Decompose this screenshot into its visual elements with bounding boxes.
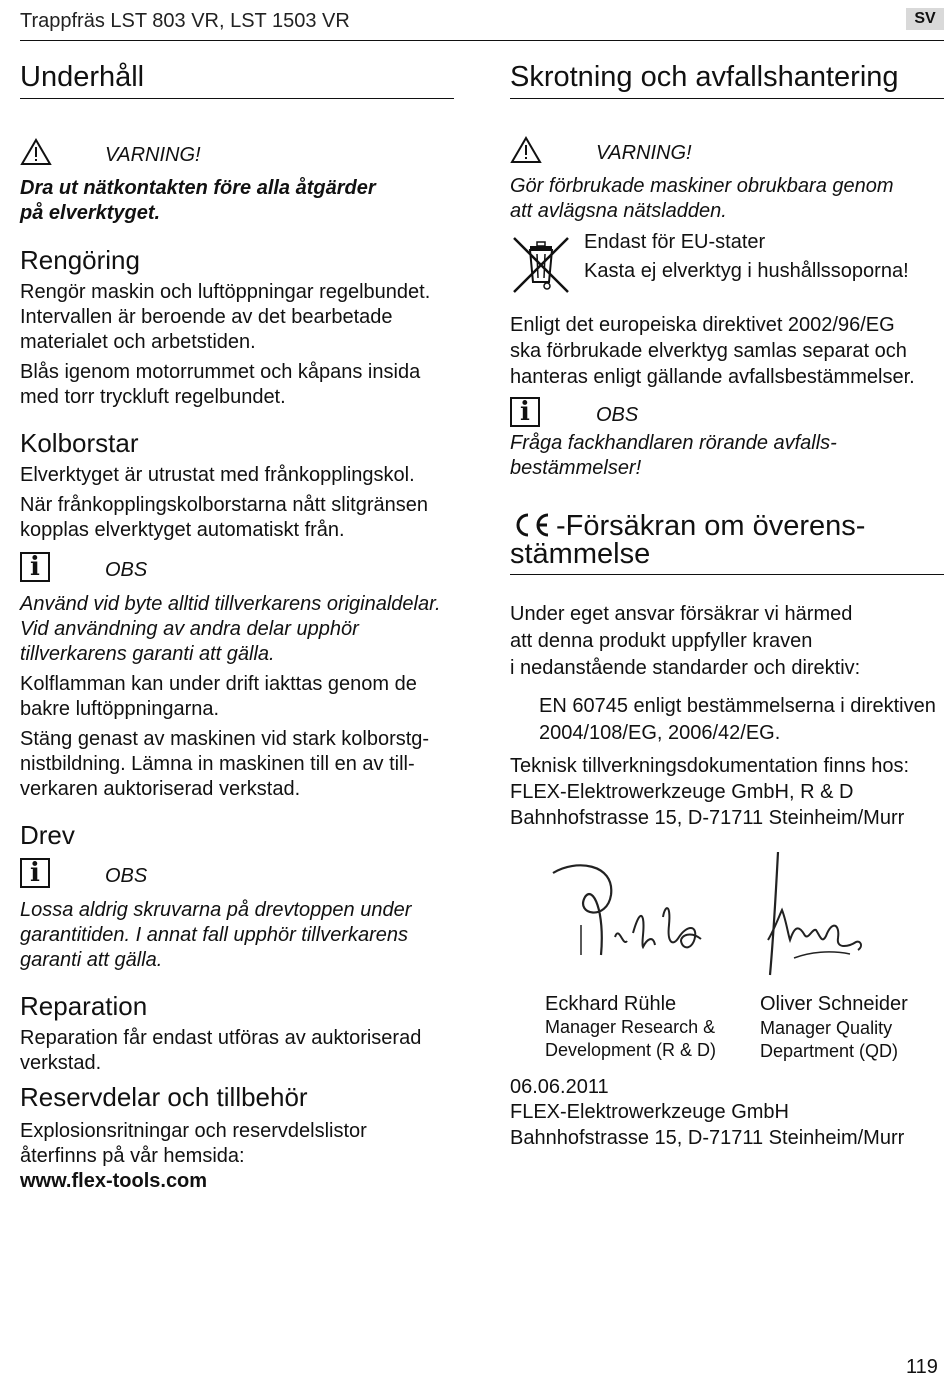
signer-role: Development (R & D) — [545, 1040, 717, 1060]
section-divider — [510, 574, 944, 575]
note-text: Lossa aldrig skruvarna på drevtoppen under — [20, 899, 412, 921]
body-text: Bahnhofstrasse 15, D-71711 Steinheim/Murr — [510, 807, 905, 829]
body-text: Under eget ansvar försäkrar vi härmed — [510, 603, 853, 625]
date: 06.06.2011 — [510, 1076, 609, 1098]
body-text: ska förbrukade elverktyg samlas separat och — [510, 340, 907, 362]
warning-icon — [20, 138, 52, 166]
document-title: Trappfräs LST 803 VR, LST 1503 VR — [20, 10, 350, 32]
subheading-brushes: Kolborstar — [20, 428, 139, 458]
conformity-heading: stämmelse — [510, 538, 651, 570]
warning-text: Dra ut nätkontakten före alla åtgärder — [20, 177, 376, 199]
obs-label: OBS — [105, 559, 148, 581]
note-text: Vid användning av andra delar upphör — [20, 618, 359, 640]
header-divider — [20, 40, 944, 41]
website-link[interactable]: www.flex-tools.com — [20, 1170, 208, 1192]
body-text: Reparation får endast utföras av auktoriserad — [20, 1027, 422, 1049]
body-text: Kolflamman kan under drift iakttas genom de — [20, 673, 417, 695]
body-text: med torr tryckluft regelbundet. — [20, 386, 286, 408]
body-text: Kasta ej elverktyg i hushållssoporna! — [584, 260, 909, 282]
body-text: materialet och arbetstiden. — [20, 331, 256, 353]
warning-text: på elverktyget. — [20, 202, 161, 224]
note-text: garantitiden. I annat fall upphör tillverkarens — [20, 924, 409, 946]
obs-label: OBS — [596, 404, 639, 426]
info-icon: i — [20, 552, 50, 582]
warning-label: VARNING! — [596, 142, 692, 164]
body-text: Enligt det europeiska direktivet 2002/96/EG — [510, 314, 895, 336]
language-badge: SV — [906, 8, 944, 30]
note-text: Använd vid byte alltid tillverkarens originaldelar. — [20, 593, 441, 615]
subheading-gear: Drev — [20, 820, 75, 850]
section-divider — [510, 98, 944, 99]
body-text: FLEX-Elektrowerkzeuge GmbH, R & D — [510, 781, 854, 803]
note-text: Fråga fackhandlaren rörande avfalls- — [510, 432, 837, 454]
conformity-heading: -Försäkran om överens- — [556, 510, 866, 542]
signer-name: Eckhard Rühle — [545, 993, 677, 1015]
page-number: 119 — [906, 1356, 938, 1378]
section-divider — [20, 98, 454, 99]
signer-role: Department (QD) — [760, 1041, 899, 1061]
note-text: tillverkarens garanti att gälla. — [20, 643, 275, 665]
body-text: återfinns på vår hemsida: — [20, 1145, 245, 1167]
signer-role: Manager Quality — [760, 1018, 893, 1038]
warning-text: att avlägsna nätsladden. — [510, 200, 727, 222]
ce-mark-icon — [510, 512, 554, 538]
signer-role: Manager Research & — [545, 1017, 716, 1037]
body-text: verkaren auktoriserad verkstad. — [20, 778, 301, 800]
company-address: Bahnhofstrasse 15, D-71711 Steinheim/Murr — [510, 1127, 905, 1149]
body-text: i nedanstående standarder och direktiv: — [510, 657, 861, 679]
info-icon: i — [510, 397, 540, 427]
body-text: nistbildning. Lämna in maskinen till en av till- — [20, 753, 415, 775]
body-text: Teknisk tillverkningsdokumentation finns hos: — [510, 755, 910, 777]
body-text: Explosionsritningar och reservdelslistor — [20, 1120, 367, 1142]
body-text: att denna produkt uppfyller kraven — [510, 630, 813, 652]
section-heading-disposal: Skrotning och avfallshantering — [510, 61, 899, 93]
subheading-parts: Reservdelar och tillbehör — [20, 1082, 308, 1112]
note-text: garanti att gälla. — [20, 949, 163, 971]
body-text: 2004/108/EG, 2006/42/EG. — [539, 722, 781, 744]
body-text: EN 60745 enligt bestämmelserna i direktiven — [539, 695, 936, 717]
body-text: När frånkopplingskolborstarna nått slitgränsen — [20, 494, 428, 516]
note-text: bestämmelser! — [510, 457, 642, 479]
warning-icon — [510, 136, 542, 164]
subheading-repair: Reparation — [20, 991, 148, 1021]
signature-schneider — [760, 850, 870, 980]
body-text: Elverktyget är utrustat med frånkopplingskol. — [20, 464, 415, 486]
body-text: Rengör maskin och luftöppningar regelbundet. — [20, 281, 431, 303]
obs-label: OBS — [105, 865, 148, 887]
crossed-bin-icon — [510, 234, 572, 296]
info-icon: i — [20, 858, 50, 888]
warning-text: Gör förbrukade maskiner obrukbara genom — [510, 175, 894, 197]
company-name: FLEX-Elektrowerkzeuge GmbH — [510, 1101, 789, 1123]
body-text: kopplas elverktyget automatiskt från. — [20, 519, 345, 541]
subheading-cleaning: Rengöring — [20, 245, 140, 275]
body-text: Endast för EU-stater — [584, 231, 766, 253]
body-text: bakre luftöppningarna. — [20, 698, 220, 720]
warning-label: VARNING! — [105, 144, 201, 166]
body-text: Intervallen är beroende av det bearbetade — [20, 306, 393, 328]
body-text: Stäng genast av maskinen vid stark kolborstg- — [20, 728, 430, 750]
signer-name: Oliver Schneider — [760, 993, 908, 1015]
body-text: hanteras enligt gällande avfallsbestämmelser. — [510, 366, 915, 388]
section-heading-maintenance: Underhåll — [20, 61, 145, 93]
body-text: Blås igenom motorrummet och kåpans insida — [20, 361, 421, 383]
signature-ruehle — [545, 855, 715, 975]
body-text: verkstad. — [20, 1052, 102, 1074]
